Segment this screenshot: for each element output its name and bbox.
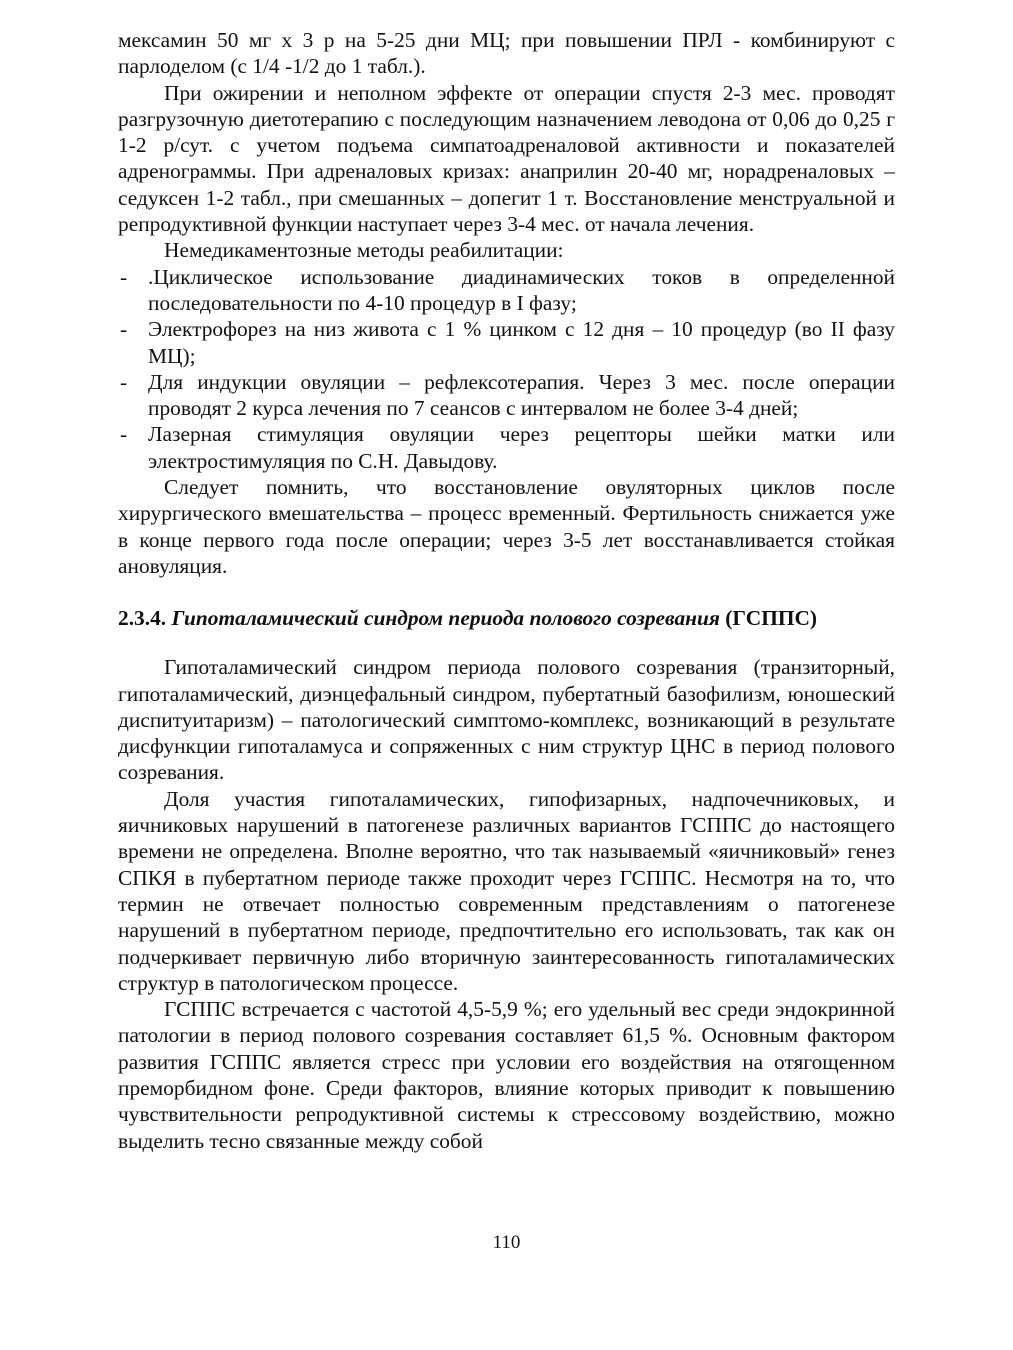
section-heading [118,605,895,632]
list-item-text: Для индукции овуляции – рефлексотерапия. Через 3 мес. после операции проводят 2 курса лечения по 7 сеансов с интервалом не более 3-4 дней; [148,369,895,421]
section-number: 2.3.4. [118,606,167,631]
list-item [118,316,895,369]
bullet-dash: - [120,369,128,394]
list-item-text: .Циклическое использование диадинамических токов в определенной последовательности по 4-10 процедур в I фазу; [148,264,895,315]
list-item-text: Лазерная стимуляция овуляции через рецепторы шейки матки или электростимуляция по С.Н. Давыдову. [148,422,895,473]
page-number: 110 [492,1232,521,1253]
paragraph-pathogenesis: Доля участия гипоталамических, гипофизарных, надпочечниковых, и яичниковых нарушений в патогенезе различных вариантов ГСППС до настоящего времени не определена. Вполне вероятно, что так называемый «яичниковый» генез СПКЯ в пубертатном периоде также проходит через ГСППС. Несмотря на то, что термин не отвечает полностью современным представлениям о патогенезе нарушений в пубертатном периоде, предпочтительно его использовать, так как он подчеркивает первичную либо вторичную заинтересованность гипоталамических структур в патологическом процессе. [118,786,895,995]
paragraph-obesity-treatment: При ожирении и неполном эффекте от операции спустя 2-3 мес. проводят разгрузочную диетотерапию с последующим назначением леводона от 0,06 до 0,25 г 1-2 р/сут. с учетом подъема симпатоадреналовой активности и показателей адренограммы. При адреналовых кризах: анаприлин 20-40 мг, норадреналовых – седуксен 1-2 табл., при смешанных – допегит 1 т. Восстановление менструальной и репродуктивной функции наступает через 3-4 мес. от начала лечения. [118,80,895,237]
paragraph-rehab-intro: Немедикаментозные методы реабилитации: [164,238,564,263]
paragraph-continuation: мексамин 50 мг х 3 р на 5-25 дни МЦ; при повышении ПРЛ - комбинируют с парлоделом (с 1/4 -1/2 до 1 табл.). [118,28,895,79]
section-abbreviation: (ГСППС) [725,606,818,631]
section-title: Гипоталамический синдром периода полового созревания [171,606,720,631]
list-item [118,264,895,317]
paragraph-frequency: ГСППС встречается с частотой 4,5-5,9 %; его удельный вес среди эндокринной патологии в период полового созревания составляет 61,5 %. Основным фактором развития ГСППС является стресс при условии его воздействия на отягощенном преморбидном фоне. Среди факторов, влияние которых приводит к повышению чувствительности репродуктивной системы к стрессовому воздействию, можно выделить тесно связанные между собой [118,997,895,1153]
list-item [118,421,895,474]
bullet-dash: - [120,422,128,447]
paragraph-definition: Гипоталамический синдром периода полового созревания (транзиторный, гипоталамический, диэнцефальный синдром, пубертатный базофилизм, юношеский диспитуитаризм) – патологический симптомо-комплекс, возникающий в результате дисфункции гипоталамуса и сопряженных с ним структур ЦНС в период полового созревания. [118,655,895,785]
bullet-dash: - [120,317,128,342]
rehab-methods-list [118,264,895,474]
list-item-text: Электрофорез на низ живота с 1 % цинком с 12 дня – 10 процедур (во II фазу МЦ); [148,317,895,368]
paragraph-fertility-note: Следует помнить, что восстановление овуляторных циклов после хирургического вмешательства – процесс временный. Фертильность снижается уже в конце первого года после операции; через 3-5 лет восстанавливается стойкая ановуляция. [118,475,895,578]
list-item [118,369,895,422]
bullet-dash: - [120,264,128,289]
